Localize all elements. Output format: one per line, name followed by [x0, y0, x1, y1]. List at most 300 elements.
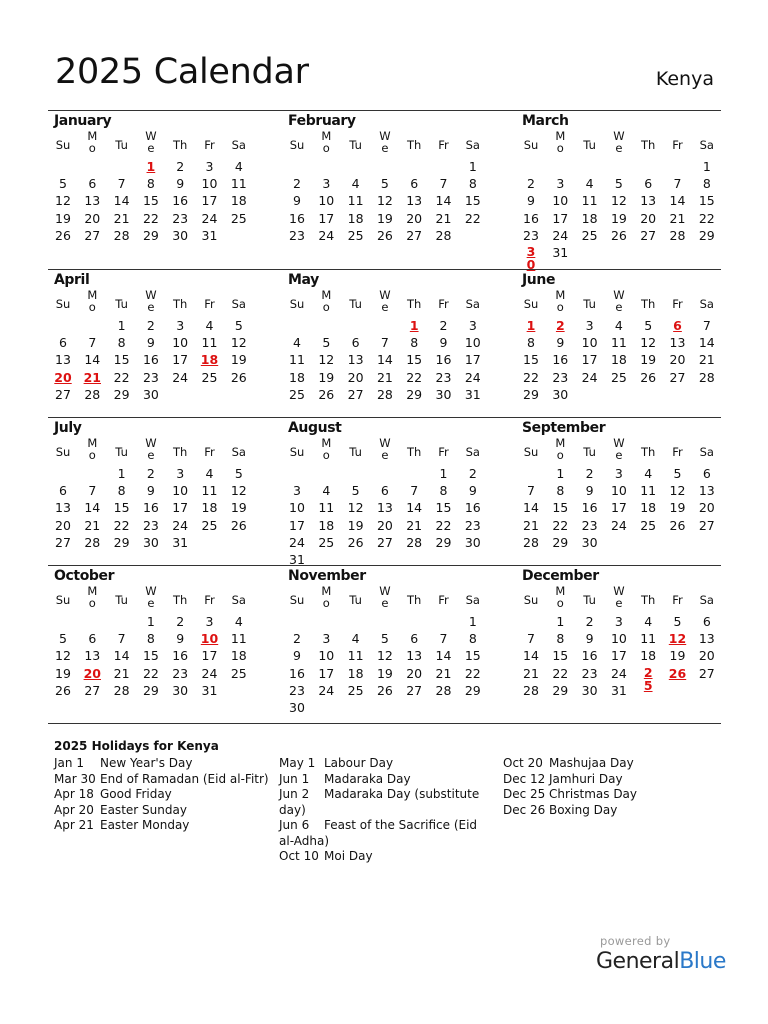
weekday-header: Sa	[699, 445, 714, 459]
generalblue-logo[interactable]	[596, 948, 726, 976]
brand-general: General	[596, 949, 680, 974]
day-cell: 30	[435, 386, 452, 402]
holiday-name: Good Friday	[100, 787, 172, 801]
day-cell: 3	[176, 318, 185, 333]
day-cell: 9	[146, 483, 155, 499]
weekday-header: Mo	[321, 288, 332, 314]
day-cell: 28	[435, 682, 452, 698]
weekday-header: Su	[523, 138, 539, 152]
day-cell: 19	[376, 210, 393, 226]
holiday-name: Easter Monday	[100, 818, 190, 832]
day-cell: 11	[318, 500, 335, 516]
weekday-header: Mo	[321, 129, 332, 155]
day-cell: 14	[669, 193, 686, 209]
holiday-row	[54, 787, 270, 803]
holiday-date: Dec 25	[503, 787, 546, 801]
day-cell: 16	[289, 210, 305, 226]
holiday-row	[54, 803, 270, 819]
weekday-header: Th	[407, 593, 422, 607]
day-cell: 24	[172, 369, 189, 385]
day-cell: 9	[556, 335, 565, 351]
holiday-day-cell: 30	[526, 244, 536, 272]
day-cell: 24	[289, 534, 305, 550]
day-cell: 23	[435, 369, 452, 385]
day-cell: 8	[117, 335, 126, 351]
day-cell: 2	[176, 159, 185, 174]
holiday-name: New Year's Day	[100, 756, 193, 770]
weekday-header: Mo	[87, 129, 98, 155]
day-cell: 13	[84, 648, 101, 664]
day-cell: 10	[172, 483, 189, 499]
day-cell: 17	[201, 193, 218, 209]
day-cell: 2	[293, 176, 301, 192]
month-name: August	[288, 420, 342, 436]
day-cell: 11	[640, 631, 657, 647]
day-cell: 2	[293, 631, 301, 647]
day-cell: 1	[556, 466, 565, 481]
day-cell: 16	[581, 648, 598, 664]
day-cell: 2	[146, 466, 155, 481]
day-cell: 10	[610, 631, 627, 647]
day-cell: 9	[468, 483, 477, 499]
day-cell: 19	[230, 500, 247, 516]
day-cell: 25	[347, 227, 364, 243]
day-cell: 9	[585, 483, 594, 499]
day-cell: 22	[435, 517, 452, 533]
day-cell: 23	[552, 369, 569, 385]
day-cell: 2	[468, 466, 477, 481]
day-cell: 21	[435, 210, 452, 226]
weekday-header: Th	[641, 297, 656, 311]
day-cell: 17	[552, 210, 569, 226]
holiday-row	[279, 787, 494, 818]
day-cell: 16	[581, 500, 598, 516]
day-cell: 10	[318, 648, 335, 664]
day-cell: 4	[351, 176, 360, 192]
day-cell: 13	[406, 193, 423, 209]
day-cell: 28	[523, 534, 539, 550]
day-cell: 5	[380, 631, 389, 647]
day-cell: 6	[88, 176, 97, 192]
day-cell: 6	[702, 614, 711, 629]
day-cell: 26	[55, 227, 71, 243]
day-cell: 21	[406, 517, 423, 533]
day-cell: 20	[406, 665, 423, 681]
day-cell: 19	[610, 210, 627, 226]
weekday-header: Th	[407, 445, 422, 459]
holiday-day-cell: 12	[668, 631, 687, 647]
weekday-header: We	[613, 288, 625, 314]
day-cell: 23	[289, 682, 305, 698]
day-cell: 3	[205, 614, 214, 629]
holiday-name: Boxing Day	[549, 802, 618, 817]
weekday-header: Mo	[555, 584, 566, 610]
day-cell: 15	[142, 193, 159, 209]
day-cell: 2	[527, 176, 535, 192]
day-cell: 8	[702, 176, 711, 192]
day-cell: 16	[172, 648, 189, 664]
day-cell: 6	[644, 176, 653, 192]
day-cell: 14	[84, 500, 101, 516]
day-cell: 22	[464, 665, 481, 681]
day-cell: 22	[523, 369, 539, 385]
day-cell: 31	[552, 245, 569, 260]
weekday-header: Tu	[349, 593, 362, 607]
day-cell: 27	[698, 517, 715, 533]
holiday-date: Jun 6	[279, 818, 310, 832]
month-name: May	[288, 272, 319, 288]
day-cell: 6	[410, 176, 419, 192]
day-cell: 3	[585, 318, 594, 333]
holiday-date: May 1	[279, 756, 316, 770]
day-cell: 1	[468, 159, 477, 174]
day-cell: 27	[669, 369, 686, 385]
weekday-header: Mo	[87, 436, 98, 462]
day-cell: 11	[581, 193, 598, 209]
day-cell: 24	[201, 665, 218, 681]
day-cell: 7	[673, 176, 682, 192]
day-cell: 12	[230, 335, 247, 351]
holiday-day-cell: 20	[54, 369, 72, 385]
day-cell: 12	[318, 352, 335, 368]
weekday-header: Tu	[115, 593, 128, 607]
day-cell: 23	[172, 665, 189, 681]
weekday-header: Sa	[465, 445, 480, 459]
day-cell: 5	[59, 631, 67, 647]
day-cell: 26	[318, 386, 335, 402]
day-cell: 8	[468, 631, 477, 647]
weekday-header: Fr	[672, 445, 683, 459]
day-cell: 20	[640, 210, 657, 226]
day-cell: 30	[289, 700, 305, 715]
day-cell: 23	[464, 517, 481, 533]
day-cell: 27	[406, 682, 423, 698]
day-cell: 17	[464, 352, 481, 368]
day-cell: 10	[172, 335, 189, 351]
day-cell: 30	[581, 682, 598, 698]
day-cell: 4	[322, 483, 331, 499]
day-cell: 18	[347, 210, 364, 226]
day-cell: 14	[523, 500, 539, 516]
day-cell: 11	[347, 648, 364, 664]
day-cell: 16	[289, 665, 305, 681]
weekday-header: Tu	[349, 445, 362, 459]
holidays-column	[279, 756, 494, 865]
day-cell: 10	[464, 335, 481, 351]
day-cell: 7	[380, 335, 389, 351]
weekday-header: Mo	[321, 436, 332, 462]
day-cell: 14	[523, 648, 539, 664]
weekday-header: Fr	[204, 297, 215, 311]
weekday-header: Tu	[583, 297, 596, 311]
day-cell: 18	[581, 210, 598, 226]
day-cell: 17	[201, 648, 218, 664]
day-cell: 30	[172, 227, 189, 243]
month-name: December	[522, 568, 599, 584]
weekday-header: Tu	[583, 138, 596, 152]
day-cell: 20	[55, 517, 71, 533]
day-cell: 18	[640, 500, 657, 516]
day-cell: 15	[523, 352, 539, 368]
holiday-day-cell: 1	[146, 159, 156, 174]
day-cell: 29	[142, 682, 159, 698]
day-cell: 15	[435, 500, 452, 516]
weekday-header: Tu	[349, 138, 362, 152]
day-cell: 24	[318, 682, 335, 698]
holiday-name: Moi Day	[324, 849, 373, 863]
day-cell: 17	[610, 648, 627, 664]
day-cell: 4	[351, 631, 360, 647]
weekday-header: We	[145, 129, 157, 155]
day-cell: 12	[230, 483, 247, 499]
day-cell: 27	[406, 227, 423, 243]
day-cell: 19	[669, 500, 686, 516]
day-cell: 31	[201, 227, 218, 243]
day-cell: 18	[230, 193, 247, 209]
day-cell: 25	[201, 369, 218, 385]
day-cell: 21	[113, 665, 130, 681]
day-cell: 8	[410, 335, 419, 351]
day-cell: 17	[172, 352, 189, 368]
weekday-header: We	[379, 584, 391, 610]
day-cell: 22	[698, 210, 715, 226]
day-cell: 20	[669, 352, 686, 368]
weekday-header: Su	[289, 445, 305, 459]
day-cell: 27	[84, 227, 101, 243]
day-cell: 8	[439, 483, 448, 499]
weekday-header: Fr	[672, 297, 683, 311]
day-cell: 13	[55, 500, 71, 516]
day-cell: 11	[201, 483, 218, 499]
holiday-date: Apr 20	[54, 802, 94, 817]
day-cell: 15	[552, 648, 569, 664]
weekday-header: Su	[55, 593, 71, 607]
day-cell: 13	[55, 352, 71, 368]
day-cell: 21	[523, 665, 539, 681]
day-cell: 18	[289, 369, 305, 385]
weekday-header: Fr	[672, 593, 683, 607]
day-cell: 4	[205, 318, 214, 333]
day-cell: 27	[698, 665, 715, 681]
day-cell: 17	[581, 352, 598, 368]
weekday-header: Fr	[438, 593, 449, 607]
day-cell: 12	[55, 193, 71, 209]
day-cell: 23	[289, 227, 305, 243]
weekday-header: Sa	[699, 138, 714, 152]
day-cell: 14	[406, 500, 423, 516]
day-cell: 5	[673, 614, 682, 629]
weekday-header: Th	[641, 445, 656, 459]
day-cell: 22	[113, 369, 130, 385]
weekday-header: Th	[641, 138, 656, 152]
day-cell: 19	[376, 665, 393, 681]
day-cell: 13	[698, 483, 715, 499]
day-cell: 13	[84, 193, 101, 209]
holiday-name: Easter Sunday	[100, 802, 187, 817]
day-cell: 5	[673, 466, 682, 481]
day-cell: 4	[644, 466, 653, 481]
weekday-header: Mo	[555, 129, 566, 155]
day-cell: 8	[468, 176, 477, 192]
day-cell: 12	[376, 193, 393, 209]
day-cell: 12	[640, 335, 657, 351]
day-cell: 6	[410, 631, 419, 647]
day-cell: 28	[669, 227, 686, 243]
day-cell: 17	[172, 500, 189, 516]
day-cell: 30	[552, 386, 569, 402]
day-cell: 29	[142, 227, 159, 243]
day-cell: 29	[406, 386, 423, 402]
day-cell: 7	[117, 631, 126, 647]
day-cell: 10	[201, 176, 218, 192]
day-cell: 26	[55, 682, 71, 698]
day-cell: 27	[640, 227, 657, 243]
holiday-date: Dec 12	[503, 771, 546, 786]
day-cell: 31	[289, 552, 305, 567]
page-title: 2025 Calendar	[55, 52, 309, 92]
day-cell: 24	[610, 665, 627, 681]
day-cell: 13	[406, 648, 423, 664]
weekday-header: Fr	[204, 445, 215, 459]
weekday-header: Mo	[87, 288, 98, 314]
weekday-header: Su	[55, 445, 71, 459]
day-cell: 20	[406, 210, 423, 226]
holiday-day-cell: 6	[673, 318, 682, 333]
day-cell: 29	[552, 682, 569, 698]
day-cell: 21	[523, 517, 539, 533]
powered-by-label: powered by	[600, 934, 671, 948]
day-cell: 3	[293, 483, 301, 499]
day-cell: 23	[523, 227, 539, 243]
day-cell: 3	[322, 631, 331, 647]
day-cell: 3	[556, 176, 565, 192]
day-cell: 27	[55, 386, 71, 402]
day-cell: 5	[380, 176, 389, 192]
day-cell: 26	[376, 682, 393, 698]
day-cell: 31	[201, 682, 218, 698]
day-cell: 19	[347, 517, 364, 533]
day-cell: 4	[234, 614, 243, 629]
weekday-header: Th	[173, 445, 188, 459]
day-cell: 8	[556, 483, 565, 499]
day-cell: 4	[205, 466, 214, 481]
holiday-row	[279, 772, 494, 788]
weekday-header: Sa	[465, 593, 480, 607]
day-cell: 25	[640, 517, 657, 533]
day-cell: 19	[669, 648, 686, 664]
day-cell: 10	[552, 193, 569, 209]
day-cell: 1	[117, 318, 126, 333]
day-cell: 15	[698, 193, 715, 209]
day-cell: 28	[84, 534, 101, 550]
day-cell: 7	[117, 176, 126, 192]
day-cell: 11	[201, 335, 218, 351]
day-cell: 15	[406, 352, 423, 368]
day-cell: 2	[585, 614, 594, 629]
day-cell: 8	[556, 631, 565, 647]
day-cell: 15	[113, 352, 130, 368]
day-cell: 3	[176, 466, 185, 481]
day-cell: 15	[552, 500, 569, 516]
holidays-title: 2025 Holidays for Kenya	[54, 739, 219, 753]
holiday-name: Jamhuri Day	[549, 771, 623, 786]
divider	[48, 269, 721, 270]
weekday-header: Su	[289, 138, 305, 152]
day-cell: 19	[318, 369, 335, 385]
day-cell: 28	[113, 227, 130, 243]
month-name: April	[54, 272, 90, 288]
day-cell: 13	[347, 352, 364, 368]
day-cell: 9	[176, 631, 185, 647]
day-cell: 29	[113, 534, 130, 550]
holiday-day-cell: 26	[668, 665, 687, 681]
day-cell: 6	[380, 483, 389, 499]
day-cell: 11	[230, 176, 247, 192]
day-cell: 20	[698, 648, 715, 664]
weekday-header: Fr	[438, 445, 449, 459]
month-name: November	[288, 568, 366, 584]
day-cell: 22	[406, 369, 423, 385]
day-cell: 2	[176, 614, 185, 629]
brand-blue: Blue	[679, 949, 726, 974]
day-cell: 4	[644, 614, 653, 629]
day-cell: 28	[113, 682, 130, 698]
holiday-name: Madaraka Day	[324, 771, 411, 786]
day-cell: 11	[610, 335, 627, 351]
weekday-header: Su	[55, 297, 71, 311]
day-cell: 16	[435, 352, 452, 368]
day-cell: 24	[172, 517, 189, 533]
day-cell: 28	[698, 369, 715, 385]
day-cell: 9	[146, 335, 155, 351]
day-cell: 28	[523, 682, 539, 698]
holiday-row	[279, 818, 494, 849]
holiday-day-cell: 25	[643, 664, 653, 693]
weekday-header: Su	[289, 593, 305, 607]
holiday-day-cell: 21	[83, 369, 101, 385]
holiday-row	[503, 772, 699, 788]
holiday-row	[54, 818, 270, 834]
day-cell: 29	[523, 386, 539, 402]
day-cell: 2	[146, 318, 155, 333]
day-cell: 14	[698, 335, 715, 351]
weekday-header: Th	[173, 138, 188, 152]
day-cell: 17	[289, 517, 305, 533]
day-cell: 16	[172, 193, 189, 209]
day-cell: 6	[88, 631, 97, 647]
holiday-day-cell: 1	[526, 318, 536, 333]
day-cell: 9	[527, 193, 535, 209]
weekday-header: We	[145, 436, 157, 462]
day-cell: 7	[439, 176, 448, 192]
weekday-header: Tu	[115, 297, 128, 311]
holiday-date: Jun 1	[279, 771, 310, 786]
holiday-name: Madaraka Day (substitute day)	[279, 787, 480, 817]
day-cell: 3	[468, 318, 477, 333]
day-cell: 12	[610, 193, 627, 209]
day-cell: 24	[464, 369, 481, 385]
weekday-header: Fr	[204, 593, 215, 607]
day-cell: 17	[610, 500, 627, 516]
day-cell: 24	[552, 227, 569, 243]
weekday-header: Tu	[115, 445, 128, 459]
day-cell: 16	[142, 352, 159, 368]
day-cell: 14	[84, 352, 101, 368]
holiday-name: Feast of the Sacrifice (Eid al-Adha)	[279, 818, 478, 848]
day-cell: 31	[610, 682, 627, 698]
holiday-date: Apr 18	[54, 787, 94, 801]
weekday-header: Sa	[231, 593, 246, 607]
